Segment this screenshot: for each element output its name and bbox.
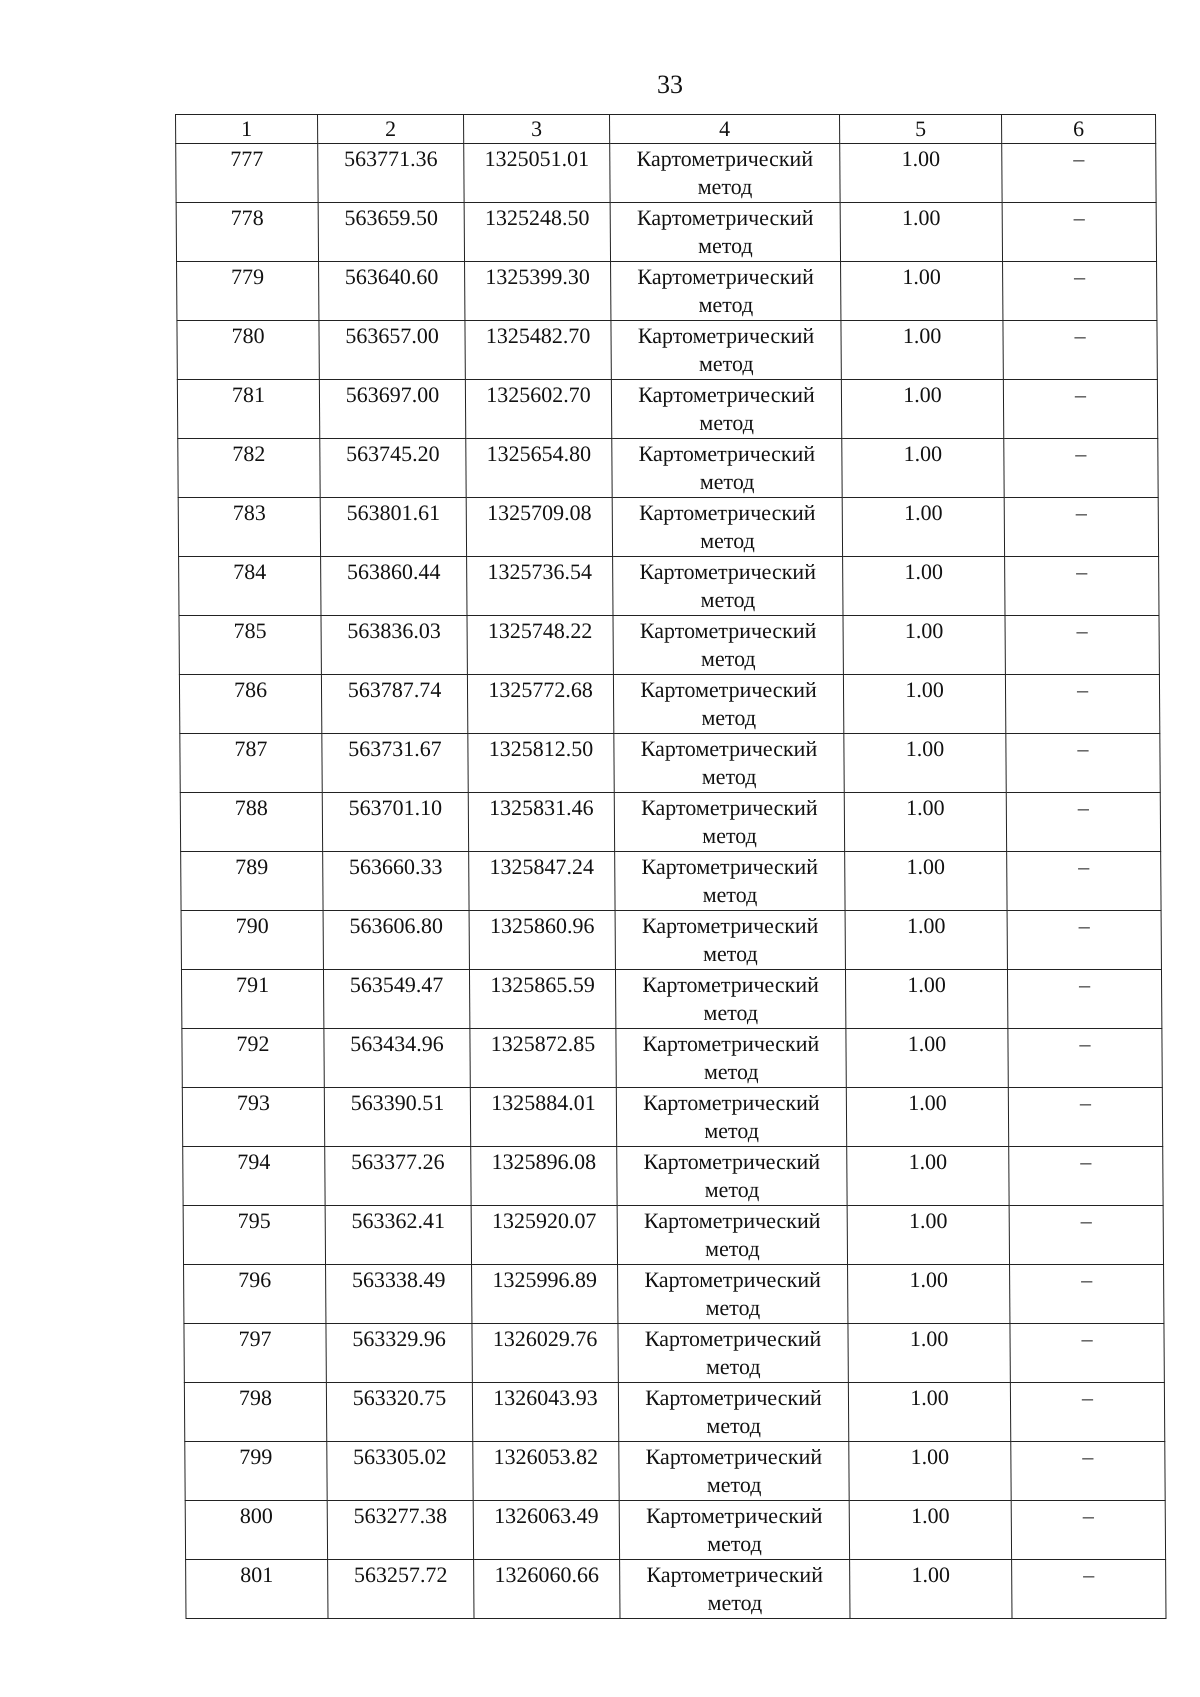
note-cell: – xyxy=(1010,1265,1164,1324)
table-row xyxy=(176,203,1156,262)
y-coordinate-cell: 1325847.24 xyxy=(469,852,615,911)
accuracy-cell: 1.00 xyxy=(844,793,1006,852)
note-cell: – xyxy=(1010,1324,1164,1383)
table-row xyxy=(179,557,1159,616)
column-header-6: 6 xyxy=(1002,115,1156,144)
method-cell: Картометрический метод xyxy=(612,439,842,498)
table-row xyxy=(186,1560,1166,1619)
point-number-cell: 796 xyxy=(184,1265,326,1324)
y-coordinate-cell: 1326029.76 xyxy=(472,1324,618,1383)
table-row xyxy=(183,1147,1163,1206)
y-coordinate-cell: 1325248.50 xyxy=(464,203,610,262)
note-cell: – xyxy=(1005,616,1159,675)
accuracy-cell: 1.00 xyxy=(849,1442,1011,1501)
y-coordinate-cell: 1325748.22 xyxy=(467,616,613,675)
method-cell: Картометрический метод xyxy=(612,498,842,557)
method-cell: Картометрический метод xyxy=(617,1206,847,1265)
x-coordinate-cell: 563697.00 xyxy=(319,380,465,439)
x-coordinate-cell: 563745.20 xyxy=(320,439,466,498)
x-coordinate-cell: 563731.67 xyxy=(322,734,468,793)
y-coordinate-cell: 1325812.50 xyxy=(468,734,614,793)
accuracy-cell: 1.00 xyxy=(847,1147,1009,1206)
note-cell: – xyxy=(1007,970,1161,1029)
x-coordinate-cell: 563659.50 xyxy=(318,203,464,262)
y-coordinate-cell: 1325709.08 xyxy=(466,498,612,557)
x-coordinate-cell: 563329.96 xyxy=(326,1324,472,1383)
x-coordinate-cell: 563660.33 xyxy=(323,852,469,911)
x-coordinate-cell: 563549.47 xyxy=(323,970,469,1029)
y-coordinate-cell: 1325831.46 xyxy=(468,793,614,852)
accuracy-cell: 1.00 xyxy=(840,144,1002,203)
note-cell: – xyxy=(1009,1206,1163,1265)
method-cell: Картометрический метод xyxy=(613,616,843,675)
accuracy-cell: 1.00 xyxy=(841,380,1003,439)
point-number-cell: 794 xyxy=(183,1147,325,1206)
x-coordinate-cell: 563860.44 xyxy=(321,557,467,616)
x-coordinate-cell: 563787.74 xyxy=(321,675,467,734)
x-coordinate-cell: 563305.02 xyxy=(327,1442,473,1501)
x-coordinate-cell: 563657.00 xyxy=(319,321,465,380)
note-cell: – xyxy=(1005,557,1159,616)
note-cell: – xyxy=(1005,675,1159,734)
table-row xyxy=(176,144,1156,203)
table-row xyxy=(185,1501,1165,1560)
method-cell: Картометрический метод xyxy=(615,911,845,970)
note-cell: – xyxy=(1003,321,1157,380)
method-cell: Картометрический метод xyxy=(613,557,843,616)
table-row xyxy=(184,1324,1164,1383)
note-cell: – xyxy=(1008,1088,1162,1147)
x-coordinate-cell: 563277.38 xyxy=(327,1501,473,1560)
table-row xyxy=(180,793,1160,852)
point-number-cell: 778 xyxy=(176,203,318,262)
accuracy-cell: 1.00 xyxy=(850,1560,1012,1619)
y-coordinate-cell: 1325051.01 xyxy=(464,144,610,203)
y-coordinate-cell: 1326043.93 xyxy=(472,1383,618,1442)
y-coordinate-cell: 1325602.70 xyxy=(465,380,611,439)
table-header-row xyxy=(176,115,1156,144)
x-coordinate-cell: 563836.03 xyxy=(321,616,467,675)
accuracy-cell: 1.00 xyxy=(847,1206,1009,1265)
note-cell: – xyxy=(1011,1442,1165,1501)
note-cell: – xyxy=(1006,793,1160,852)
point-number-cell: 779 xyxy=(177,262,319,321)
note-cell: – xyxy=(1007,852,1161,911)
y-coordinate-cell: 1325884.01 xyxy=(470,1088,616,1147)
table-row xyxy=(177,321,1157,380)
x-coordinate-cell: 563377.26 xyxy=(325,1147,471,1206)
table-body xyxy=(176,144,1166,1619)
point-number-cell: 795 xyxy=(183,1206,325,1265)
table-row xyxy=(181,852,1161,911)
point-number-cell: 780 xyxy=(177,321,319,380)
table-row xyxy=(184,1383,1164,1442)
table-row xyxy=(180,734,1160,793)
accuracy-cell: 1.00 xyxy=(840,203,1002,262)
y-coordinate-cell: 1325772.68 xyxy=(467,675,613,734)
x-coordinate-cell: 563701.10 xyxy=(322,793,468,852)
method-cell: Картометрический метод xyxy=(610,203,840,262)
y-coordinate-cell: 1325860.96 xyxy=(469,911,615,970)
method-cell: Картометрический метод xyxy=(611,262,841,321)
accuracy-cell: 1.00 xyxy=(845,970,1007,1029)
method-cell: Картометрический метод xyxy=(611,321,841,380)
point-number-cell: 800 xyxy=(185,1501,327,1560)
method-cell: Картометрический метод xyxy=(615,970,845,1029)
method-cell: Картометрический метод xyxy=(619,1442,849,1501)
point-number-cell: 799 xyxy=(185,1442,327,1501)
x-coordinate-cell: 563640.60 xyxy=(319,262,465,321)
y-coordinate-cell: 1325482.70 xyxy=(465,321,611,380)
method-cell: Картометрический метод xyxy=(614,734,844,793)
point-number-cell: 786 xyxy=(179,675,321,734)
point-number-cell: 785 xyxy=(179,616,321,675)
y-coordinate-cell: 1326053.82 xyxy=(473,1442,619,1501)
table-row xyxy=(177,262,1157,321)
point-number-cell: 792 xyxy=(182,1029,324,1088)
note-cell: – xyxy=(1004,498,1158,557)
accuracy-cell: 1.00 xyxy=(846,1088,1008,1147)
accuracy-cell: 1.00 xyxy=(845,911,1007,970)
x-coordinate-cell: 563606.80 xyxy=(323,911,469,970)
x-coordinate-cell: 563338.49 xyxy=(326,1265,472,1324)
point-number-cell: 782 xyxy=(178,439,320,498)
point-number-cell: 777 xyxy=(176,144,318,203)
point-number-cell: 801 xyxy=(186,1560,328,1619)
note-cell: – xyxy=(1010,1383,1164,1442)
note-cell: – xyxy=(1003,380,1157,439)
coordinates-table xyxy=(175,114,1167,1619)
method-cell: Картометрический метод xyxy=(619,1501,849,1560)
note-cell: – xyxy=(1008,1029,1162,1088)
x-coordinate-cell: 563771.36 xyxy=(318,144,464,203)
accuracy-cell: 1.00 xyxy=(843,616,1005,675)
accuracy-cell: 1.00 xyxy=(849,1501,1011,1560)
x-coordinate-cell: 563257.72 xyxy=(328,1560,474,1619)
x-coordinate-cell: 563362.41 xyxy=(325,1206,471,1265)
point-number-cell: 798 xyxy=(184,1383,326,1442)
method-cell: Картометрический метод xyxy=(618,1324,848,1383)
method-cell: Картометрический метод xyxy=(616,1088,846,1147)
page-number: 33 xyxy=(657,70,683,99)
y-coordinate-cell: 1325920.07 xyxy=(471,1206,617,1265)
table-row xyxy=(178,439,1158,498)
note-cell: – xyxy=(1009,1147,1163,1206)
method-cell: Картометрический метод xyxy=(618,1265,848,1324)
x-coordinate-cell: 563801.61 xyxy=(320,498,466,557)
method-cell: Картометрический метод xyxy=(610,144,840,203)
note-cell: – xyxy=(1011,1501,1165,1560)
point-number-cell: 790 xyxy=(181,911,323,970)
y-coordinate-cell: 1325654.80 xyxy=(466,439,612,498)
y-coordinate-cell: 1325399.30 xyxy=(465,262,611,321)
table-row xyxy=(185,1442,1165,1501)
table-row xyxy=(181,911,1161,970)
column-header-4: 4 xyxy=(610,115,840,144)
accuracy-cell: 1.00 xyxy=(842,498,1004,557)
x-coordinate-cell: 563320.75 xyxy=(326,1383,472,1442)
method-cell: Картометрический метод xyxy=(616,1029,846,1088)
method-cell: Картометрический метод xyxy=(620,1560,850,1619)
y-coordinate-cell: 1325996.89 xyxy=(472,1265,618,1324)
accuracy-cell: 1.00 xyxy=(843,557,1005,616)
y-coordinate-cell: 1325865.59 xyxy=(469,970,615,1029)
y-coordinate-cell: 1325872.85 xyxy=(470,1029,616,1088)
method-cell: Картометрический метод xyxy=(615,852,845,911)
method-cell: Картометрический метод xyxy=(617,1147,847,1206)
column-header-3: 3 xyxy=(464,115,610,144)
point-number-cell: 797 xyxy=(184,1324,326,1383)
y-coordinate-cell: 1326060.66 xyxy=(474,1560,620,1619)
note-cell: – xyxy=(1002,144,1156,203)
x-coordinate-cell: 563434.96 xyxy=(324,1029,470,1088)
y-coordinate-cell: 1325736.54 xyxy=(467,557,613,616)
note-cell: – xyxy=(1002,203,1156,262)
method-cell: Картометрический метод xyxy=(613,675,843,734)
point-number-cell: 788 xyxy=(180,793,322,852)
accuracy-cell: 1.00 xyxy=(844,734,1006,793)
table-row xyxy=(182,1029,1162,1088)
table-row xyxy=(178,498,1158,557)
accuracy-cell: 1.00 xyxy=(843,675,1005,734)
note-cell: – xyxy=(1003,262,1157,321)
accuracy-cell: 1.00 xyxy=(848,1265,1010,1324)
point-number-cell: 791 xyxy=(181,970,323,1029)
point-number-cell: 787 xyxy=(180,734,322,793)
point-number-cell: 784 xyxy=(179,557,321,616)
y-coordinate-cell: 1326063.49 xyxy=(473,1501,619,1560)
table-row xyxy=(179,675,1159,734)
accuracy-cell: 1.00 xyxy=(846,1029,1008,1088)
table-row xyxy=(182,1088,1162,1147)
table-row xyxy=(183,1206,1163,1265)
accuracy-cell: 1.00 xyxy=(848,1383,1010,1442)
column-header-2: 2 xyxy=(318,115,464,144)
note-cell: – xyxy=(1007,911,1161,970)
accuracy-cell: 1.00 xyxy=(845,852,1007,911)
note-cell: – xyxy=(1004,439,1158,498)
note-cell: – xyxy=(1012,1560,1166,1619)
table-row xyxy=(179,616,1159,675)
point-number-cell: 781 xyxy=(177,380,319,439)
accuracy-cell: 1.00 xyxy=(841,321,1003,380)
method-cell: Картометрический метод xyxy=(618,1383,848,1442)
accuracy-cell: 1.00 xyxy=(841,262,1003,321)
column-header-5: 5 xyxy=(840,115,1002,144)
point-number-cell: 783 xyxy=(178,498,320,557)
note-cell: – xyxy=(1006,734,1160,793)
table-row xyxy=(184,1265,1164,1324)
column-header-1: 1 xyxy=(176,115,318,144)
table-row xyxy=(177,380,1157,439)
accuracy-cell: 1.00 xyxy=(842,439,1004,498)
point-number-cell: 789 xyxy=(181,852,323,911)
point-number-cell: 793 xyxy=(182,1088,324,1147)
method-cell: Картометрический метод xyxy=(614,793,844,852)
y-coordinate-cell: 1325896.08 xyxy=(471,1147,617,1206)
table-row xyxy=(181,970,1161,1029)
x-coordinate-cell: 563390.51 xyxy=(324,1088,470,1147)
method-cell: Картометрический метод xyxy=(611,380,841,439)
accuracy-cell: 1.00 xyxy=(848,1324,1010,1383)
